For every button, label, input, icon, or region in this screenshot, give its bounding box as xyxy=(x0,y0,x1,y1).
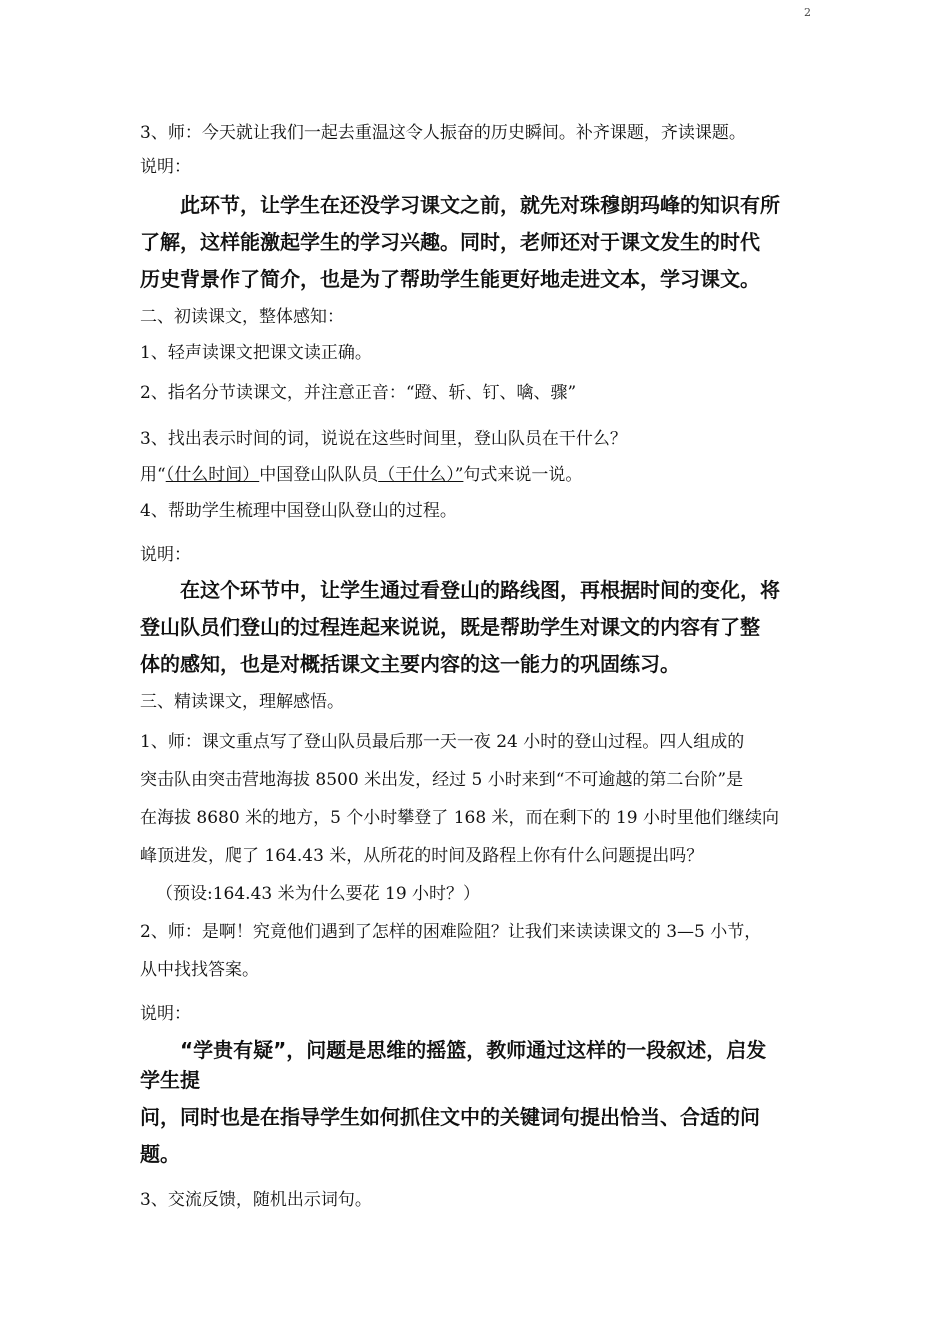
note-label: 说明： xyxy=(140,545,191,565)
sentence-pattern xyxy=(140,458,830,492)
note-text: 此环节，让学生在还没学习课文之前，就先对珠穆朗玛峰的知识有所 xyxy=(180,193,780,217)
paragraph-text: 1、轻声读课文把课文读正确。 xyxy=(140,343,372,363)
paragraph-text: 峰顶进发，爬了 164.43 米，从所花的时间及路程上你有什么问题提出吗？ xyxy=(140,846,704,866)
note-text: 历史背景作了简介，也是为了帮助学生能更好地走进文本，学习课文。 xyxy=(140,267,760,291)
section-heading: 三、精读课文，理解感悟。 xyxy=(140,692,344,712)
text-fragment: 句式来说一说。 xyxy=(463,465,583,485)
note-text: “学贵有疑”，问题是思维的摇篮，教师通过这样的一段叙述，启发 xyxy=(180,1038,767,1062)
note-text: 登山队员们登山的过程连起来说说，既是帮助学生对课文的内容有了整 xyxy=(140,615,760,639)
underlined-blank: （干什么）” xyxy=(378,465,464,485)
paragraph-text: 在海拔 8680 米的地方，5 个小时攀登了 168 米，而在剩下的 19 小时里他们继续向 xyxy=(140,808,779,828)
page-number: 2 xyxy=(804,6,811,19)
paragraph-text: 3、交流反馈，随机出示词句。 xyxy=(140,1190,372,1210)
text-fragment: 用“ xyxy=(140,465,166,485)
paragraph-text: 3、找出表示时间的词，说说在这些时间里，登山队员在干什么？ xyxy=(140,429,627,449)
note-text: 了解，这样能激起学生的学习兴趣。同时，老师还对于课文发生的时代 xyxy=(140,230,760,254)
paragraph-text: 2、指名分节读课文，并注意正音：“蹬、斩、钉、噙、骤” xyxy=(140,383,577,403)
paragraph-text: （预设:164.43 米为什么要花 19 小时？） xyxy=(156,884,481,904)
section-heading: 二、初读课文，整体感知： xyxy=(140,307,344,327)
paragraph-text: 4、帮助学生梳理中国登山队登山的过程。 xyxy=(140,501,457,521)
note-text: 体的感知，也是对概括课文主要内容的这一能力的巩固练习。 xyxy=(140,652,680,676)
note-label: 说明： xyxy=(140,157,191,177)
paragraph-text: 3、师：今天就让我们一起去重温这令人振奋的历史瞬间。补齐课题，齐读课题。 xyxy=(140,123,746,143)
text-fragment: 中国登山队队员 xyxy=(259,465,379,485)
note-text: 题。 xyxy=(140,1142,180,1166)
document-body xyxy=(140,116,830,1217)
paragraph-text: 突击队由突击营地海拔 8500 米出发，经过 5 小时来到“不可逾越的第二台阶”是 xyxy=(140,770,744,790)
note-text: 问，同时也是在指导学生如何抓住文中的关键词句提出恰当、合适的问 xyxy=(140,1105,760,1129)
note-label: 说明： xyxy=(140,1004,191,1024)
note-text: 在这个环节中，让学生通过看登山的路线图，再根据时间的变化，将 xyxy=(180,578,780,602)
paragraph-text: 2、师：是啊！究竟他们遇到了怎样的困难险阻？让我们来读读课文的 3—5 小节， xyxy=(140,922,762,942)
underlined-blank: （什么时间） xyxy=(165,465,260,485)
paragraph-text: 1、师：课文重点写了登山队员最后那一天一夜 24 小时的登山过程。四人组成的 xyxy=(140,732,745,752)
note-text: 学生提 xyxy=(140,1068,200,1092)
paragraph-text: 从中找找答案。 xyxy=(140,960,259,980)
